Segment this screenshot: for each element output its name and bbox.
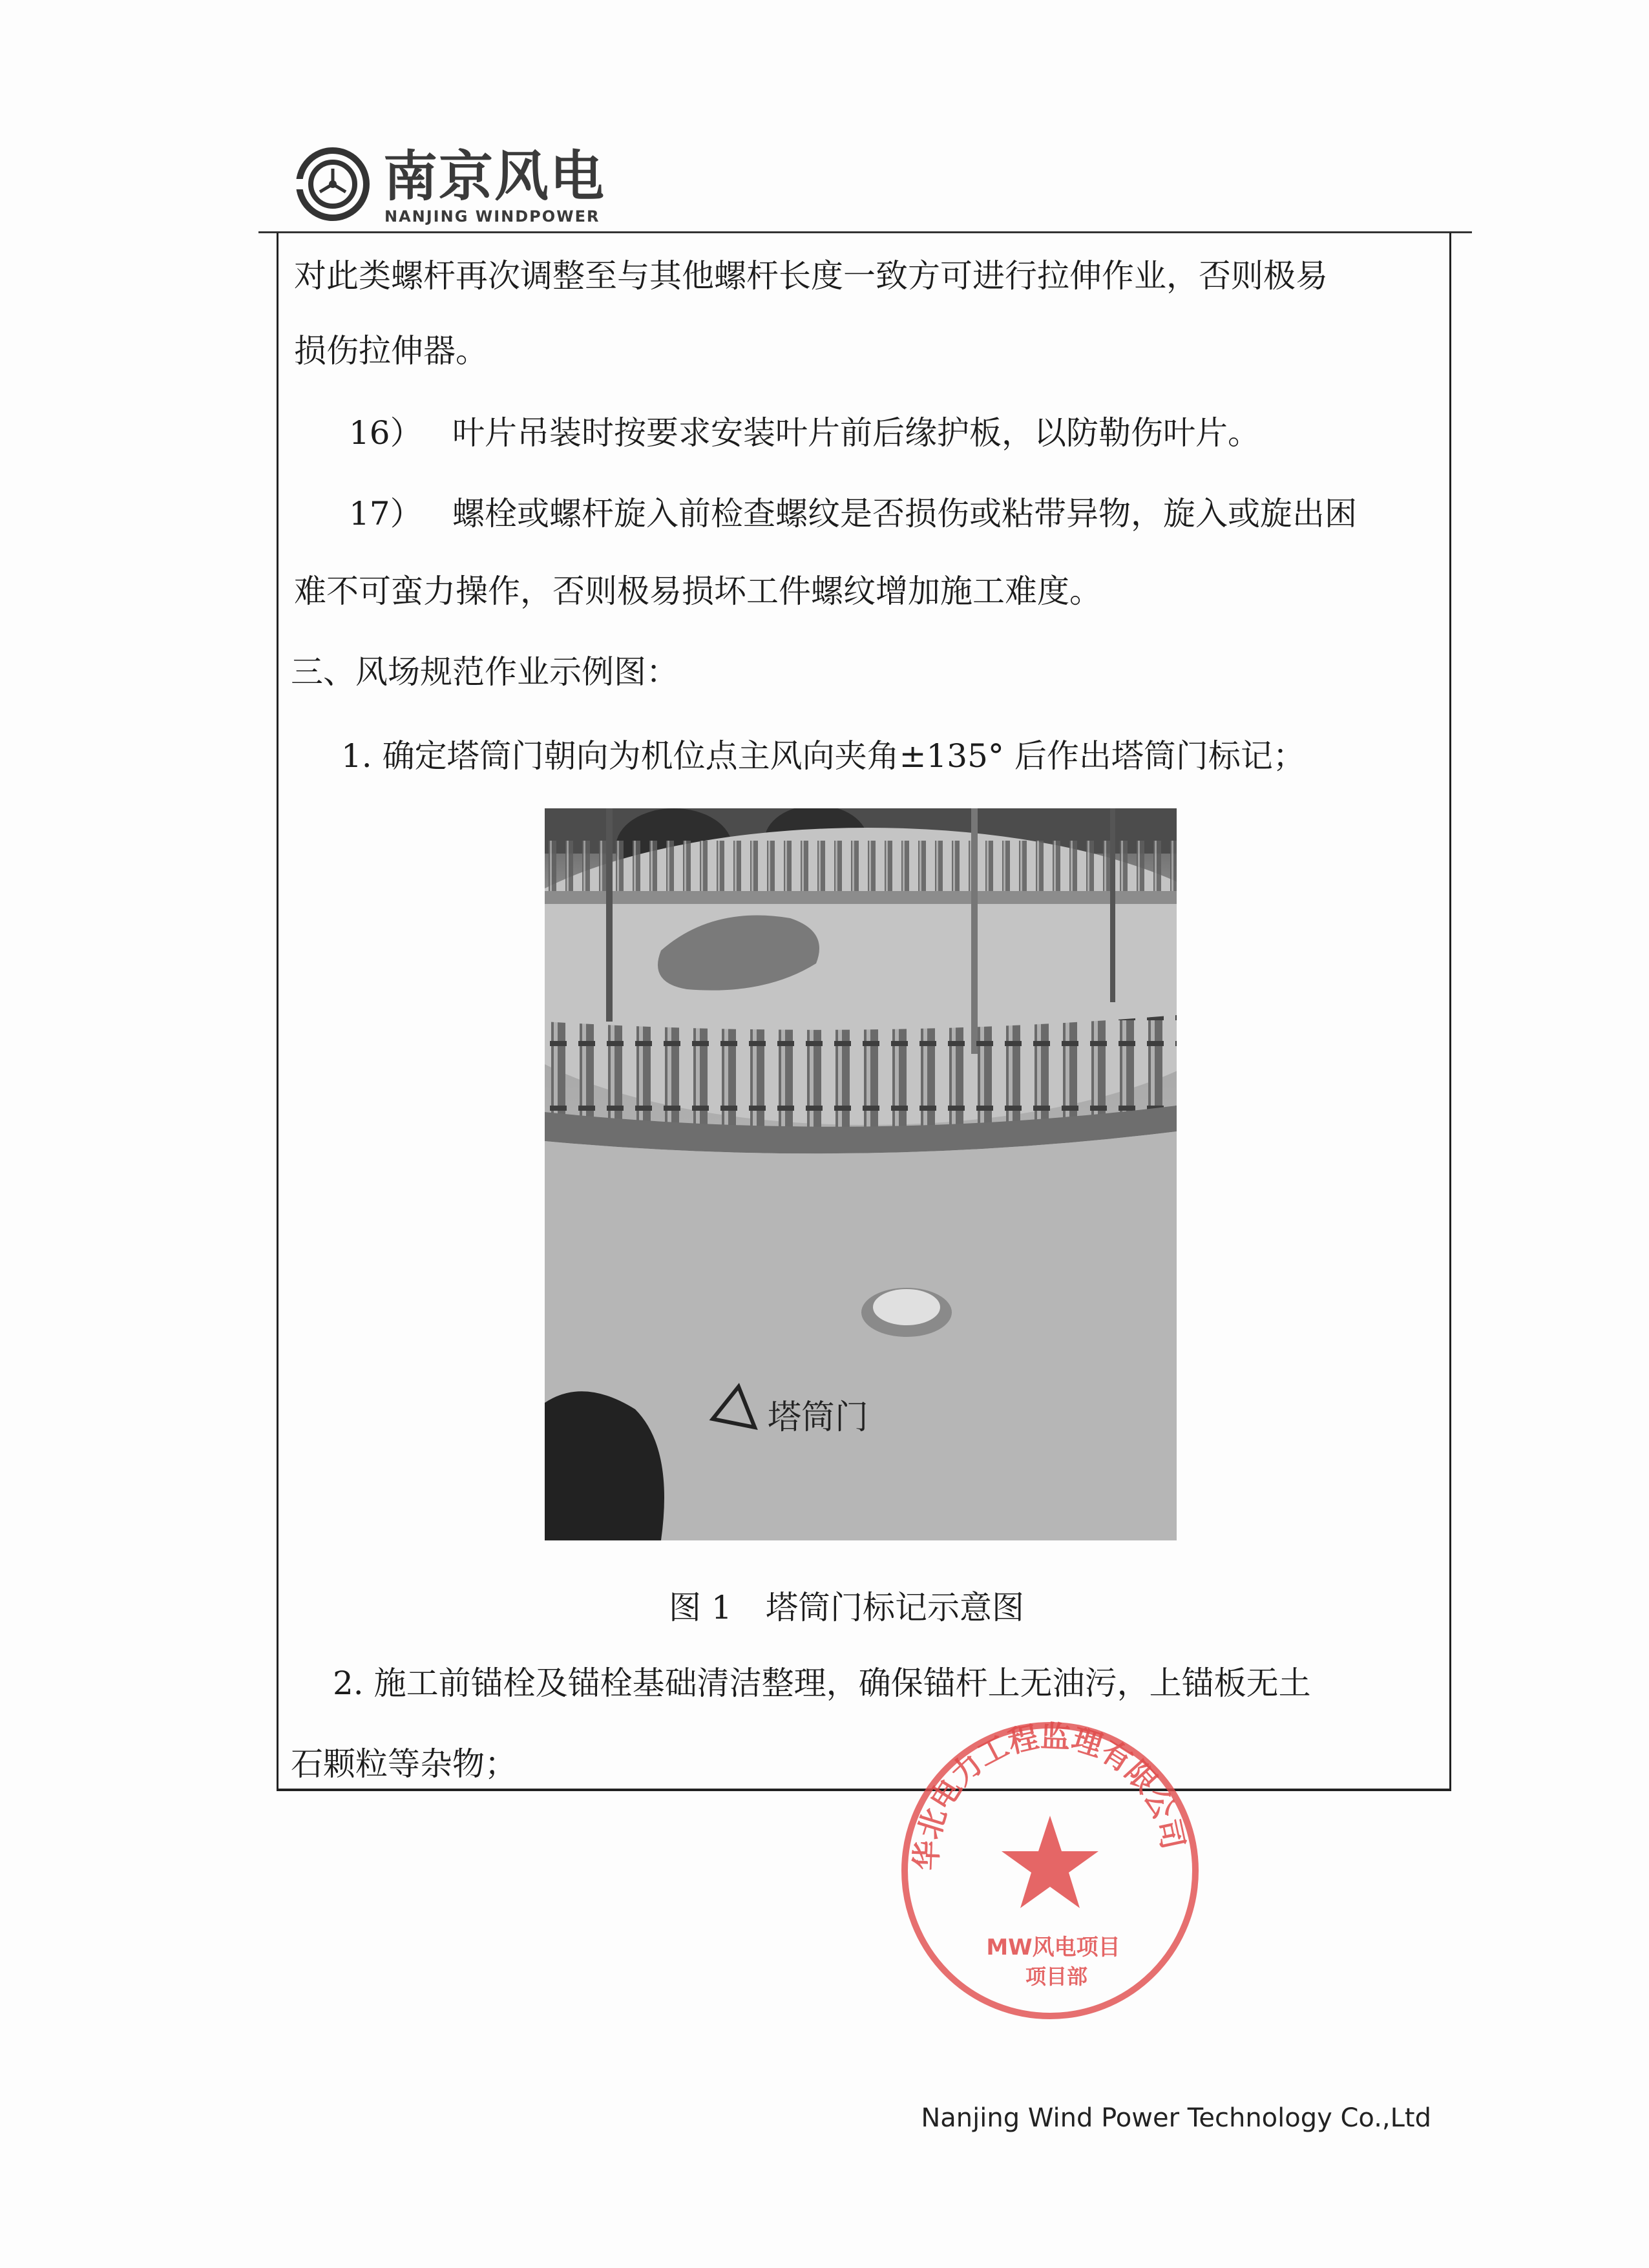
- tower-door-marking-photo: [545, 808, 1177, 1540]
- logo-chinese-name: 南京风电: [383, 145, 606, 208]
- step-2-line1: 2. 施工前锚栓及锚栓基础清洁整理，确保锚杆上无油污，上锚板无土: [333, 1664, 1311, 1702]
- item-16-text: 叶片吊装时按要求安装叶片前后缘护板，以防勒伤叶片。: [452, 414, 1260, 452]
- item-17-line2: 难不可蛮力操作，否则极易损坏工件螺纹增加施工难度。: [294, 572, 1102, 610]
- step-1-text: 1. 确定塔筒门朝向为机位点主风向夹角±135° 后作出塔筒门标记；: [341, 737, 1305, 775]
- item-17-line1: 螺栓或螺杆旋入前检查螺纹是否损伤或粘带异物，旋入或旋出困: [452, 495, 1357, 532]
- step-2-line2: 石颗粒等杂物；: [291, 1745, 517, 1783]
- figure-label: 图 1: [669, 1589, 732, 1626]
- windpower-logo-icon: [294, 145, 372, 223]
- seal-icon: [892, 1712, 1208, 2029]
- photo-image: [545, 808, 1177, 1540]
- paragraph-continuation-line2: 损伤拉伸器。: [294, 332, 488, 370]
- photo-handwritten-label: 塔筒门: [768, 1398, 869, 1437]
- seal-ring-text: 华北电力工程监理有限公司: [909, 1718, 1191, 1871]
- seal-dept-line: 项目部: [1025, 1964, 1088, 1989]
- logo-english-name: NANJING WINDPOWER: [384, 207, 600, 226]
- section-3-heading: 三、风场规范作业示例图：: [291, 653, 678, 691]
- item-16-number: 16）: [349, 414, 423, 452]
- seal-project-line: MW风电项目: [986, 1935, 1120, 1960]
- figure-caption: 塔筒门标记示意图: [766, 1589, 1024, 1626]
- footer-company-name: Nanjing Wind Power Technology Co.,Ltd: [921, 2103, 1431, 2133]
- paragraph-continuation-line1: 对此类螺杆再次调整至与其他螺杆长度一致方可进行拉伸作业，否则极易: [294, 257, 1328, 295]
- company-seal-stamp: [892, 1712, 1208, 2029]
- item-17-number: 17）: [349, 495, 423, 532]
